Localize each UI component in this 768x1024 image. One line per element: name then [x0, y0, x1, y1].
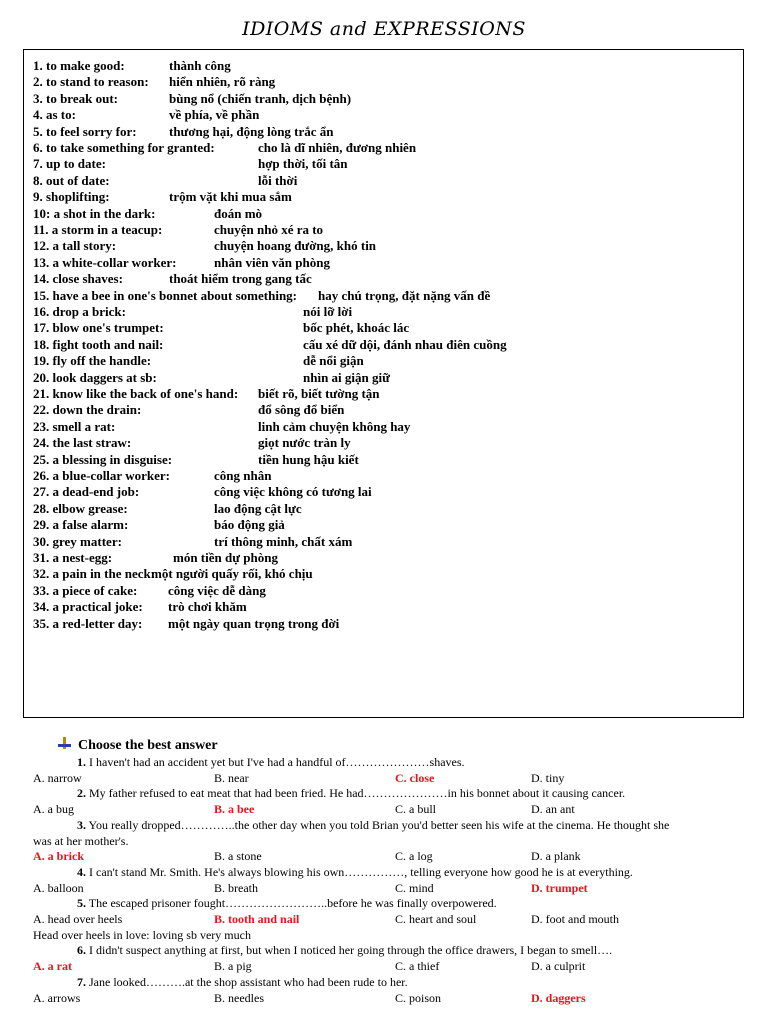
idiom-meaning: dễ nổi giận [303, 353, 364, 369]
answer-option[interactable]: C. heart and soul [395, 912, 477, 926]
idiom-term: 19. fly off the handle: [33, 353, 152, 369]
idiom-term: 23. smell a rat: [33, 418, 116, 434]
idiom-term: 26. a blue-collar worker: [33, 468, 170, 483]
answer-option[interactable]: A. balloon [33, 880, 84, 895]
question-number: 5. [77, 896, 86, 911]
answer-option-correct[interactable]: D. daggers [531, 990, 586, 1005]
question-body: I didn't suspect anything at first, but when I noticed her going through the office drawers, I began to smell…. [86, 943, 613, 958]
idiom-term: 18. fight tooth and nail: [33, 336, 164, 352]
answer-option[interactable]: D. tiny [531, 770, 565, 785]
idiom-term: 17. blow one's trumpet: [33, 320, 164, 336]
idiom-term: 34. a practical joke: [33, 599, 143, 615]
idiom-meaning: tiền hung hậu kiết [258, 451, 359, 467]
idiom-term: 20. look daggers at sb: [33, 369, 157, 385]
idiom-term: 14. close shaves: [33, 271, 123, 287]
idiom-term: 21. know like the back of one's hand: [33, 386, 239, 401]
idiom-meaning: công nhân [214, 468, 272, 483]
idiom-meaning: nói lỡ lời [303, 304, 353, 319]
idiom-meaning: hay chú trọng, đặt nặng vấn đề [318, 287, 491, 303]
idiom-meaning: công việc không có tương lai [214, 484, 372, 500]
idiom-meaning: đổ sông đổ biển [258, 402, 345, 418]
idiom-meaning: món tiền dự phòng [173, 550, 278, 565]
answer-option[interactable]: B. near [214, 770, 249, 785]
answer-option[interactable]: A. head over heels [33, 912, 123, 926]
idiom-meaning: báo động giả [214, 517, 285, 533]
idiom-term: 9. shoplifting: [33, 189, 110, 205]
question-number: 4. [77, 864, 86, 879]
idiom-term: 11. a storm in a teacup: [33, 222, 163, 237]
idiom-meaning: lao động cật lực [214, 500, 302, 516]
page-title: IDIOMS and EXPRESSIONS [242, 18, 526, 40]
idiom-meaning: trò chơi khăm [168, 599, 247, 615]
answer-option-correct[interactable]: C. close [395, 770, 435, 785]
idiom-meaning: nhìn ai giận giữ [303, 369, 390, 385]
question-body: My father refused to eat meat that had been fried. He had…………………in his bonnet about it causing cancer. [86, 786, 626, 801]
idiom-term: 8. out of date: [33, 172, 110, 188]
idiom-meaning: một người quấy rối, khó chịu [151, 566, 313, 582]
answer-option[interactable]: C. a log [395, 849, 433, 864]
idiom-term: 35. a red-letter day: [33, 615, 143, 631]
question-text [77, 818, 669, 833]
idiom-meaning: nhân viên văn phòng [214, 254, 330, 270]
answer-option[interactable]: D. a plank [531, 849, 581, 864]
answer-option[interactable]: B. breath [214, 880, 258, 895]
answer-option-correct[interactable]: A. a rat [33, 959, 72, 974]
question-text [77, 896, 497, 911]
question-number: 2. [77, 786, 86, 801]
question-body: I can't stand Mr. Smith. He's always blowing his own……………, telling everyone how good he is at everything. [86, 864, 633, 879]
answer-option[interactable]: B. a pig [214, 959, 252, 974]
idiom-meaning: trí thông minh, chất xám [214, 533, 353, 549]
exercise-header-text: Choose the best answer [78, 738, 218, 753]
answer-option[interactable]: D. a culprit [531, 959, 586, 974]
bullet-icon [58, 737, 72, 751]
idiom-term: 16. drop a brick: [33, 304, 126, 319]
idiom-meaning: về phía, về phần [169, 107, 260, 123]
question-number: 6. [77, 943, 86, 958]
question-text [77, 786, 625, 801]
question-note: Head over heels in love: loving sb very much [33, 927, 251, 942]
idiom-term: 7. up to date: [33, 156, 106, 172]
answer-option-correct[interactable]: A. a brick [33, 849, 84, 864]
idiom-meaning: lỗi thời [258, 172, 298, 188]
question-body: I haven't had an accident yet but I've had a handful of…………………shaves. [86, 755, 465, 769]
question-number: 3. [77, 817, 86, 832]
idiom-term: 2. to stand to reason: [33, 74, 149, 90]
question-text [77, 943, 612, 958]
idiom-meaning: hợp thời, tối tân [258, 156, 348, 172]
idiom-term: 22. down the drain: [33, 402, 142, 418]
idiom-meaning: thoát hiểm trong gang tấc [169, 271, 312, 287]
answer-option[interactable]: A. a bug [33, 802, 74, 817]
idiom-term: 5. to feel sorry for: [33, 123, 137, 139]
question-body: The escaped prisoner fought……………………..before he was finally overpowered. [86, 896, 497, 911]
answer-option[interactable]: D. an ant [531, 802, 575, 817]
answer-option-correct[interactable]: D. trumpet [531, 880, 588, 895]
idiom-meaning: biết rõ, biết tường tận [258, 386, 380, 401]
idiom-meaning: cấu xé dữ dội, đánh nhau điên cuồng [303, 336, 507, 352]
idiom-meaning: bốc phét, khoác lác [303, 320, 410, 336]
answer-option[interactable]: B. a stone [214, 849, 262, 864]
idiom-term: 32. a pain in the neck: [33, 566, 156, 582]
idiom-meaning: công việc dễ dàng [168, 582, 266, 598]
idiom-meaning: cho là dĩ nhiên, đương nhiên [258, 140, 417, 155]
question-text [77, 865, 633, 880]
idiom-meaning: thương hại, động lòng trắc ẩn [169, 123, 334, 139]
idiom-meaning: chuyện nhỏ xé ra to [214, 222, 324, 237]
idiom-term: 30. grey matter: [33, 533, 122, 549]
idiom-meaning: trộm vặt khi mua sắm [169, 189, 292, 205]
idiom-term: 13. a white-collar worker: [33, 254, 177, 270]
answer-option[interactable]: A. arrows [33, 990, 81, 1005]
idiom-term: 10: a shot in the dark: [33, 205, 156, 221]
answer-option[interactable]: A. narrow [33, 770, 82, 785]
idiom-term: 4. as to: [33, 107, 76, 123]
question-number: 7. [77, 974, 86, 989]
idiom-meaning: đoán mò [214, 205, 263, 221]
question-text-continued: was at her mother's. [33, 833, 129, 848]
answer-option[interactable]: D. foot and mouth [531, 912, 619, 926]
idiom-meaning: bùng nổ (chiến tranh, dịch bệnh) [169, 90, 352, 106]
idiom-term: 6. to take something for granted: [33, 140, 215, 155]
answer-option[interactable]: B. needles [214, 990, 264, 1005]
answer-option-correct[interactable]: B. a bee [214, 802, 255, 817]
idiom-meaning: thành công [169, 58, 231, 73]
idiom-term: 33. a piece of cake: [33, 582, 138, 598]
question-body: You really dropped…………..the other day when you told Brian you'd better seen his wife at the cinema. He thought she [86, 817, 670, 832]
idiom-term: 31. a nest-egg: [33, 550, 113, 565]
idiom-term: 25. a blessing in disguise: [33, 451, 173, 467]
question-body: Jane looked……….at the shop assistant who had been rude to her. [86, 974, 408, 989]
idiom-term: 28. elbow grease: [33, 500, 128, 516]
answer-option-correct[interactable]: B. tooth and nail [214, 912, 300, 926]
idiom-meaning: linh cảm chuyện không hay [258, 418, 411, 434]
question-text [77, 975, 408, 990]
idiom-term: 24. the last straw: [33, 435, 132, 451]
question-text [77, 755, 465, 770]
answer-option[interactable]: C. a thief [395, 959, 440, 974]
idiom-meaning: một ngày quan trọng trong đời [168, 615, 340, 631]
idiom-term: 29. a false alarm: [33, 517, 129, 533]
answer-option[interactable]: C. mind [395, 880, 434, 895]
idiom-term: 3. to break out: [33, 90, 118, 106]
answer-option[interactable]: C. a bull [395, 802, 436, 817]
exercise-header [58, 737, 218, 755]
idiom-meaning: hiển nhiên, rõ ràng [169, 74, 276, 90]
question-number: 1. [77, 755, 86, 769]
answer-option[interactable]: C. poison [395, 990, 442, 1005]
idiom-meaning: giọt nước tràn ly [258, 435, 351, 451]
idiom-meaning: chuyện hoang đường, khó tin [214, 238, 377, 254]
idiom-term: 27. a dead-end job: [33, 484, 140, 500]
idiom-term: 1. to make good: [33, 58, 125, 73]
idiom-term: 15. have a bee in one's bonnet about something: [33, 287, 297, 303]
idiom-term: 12. a tall story: [33, 238, 117, 254]
